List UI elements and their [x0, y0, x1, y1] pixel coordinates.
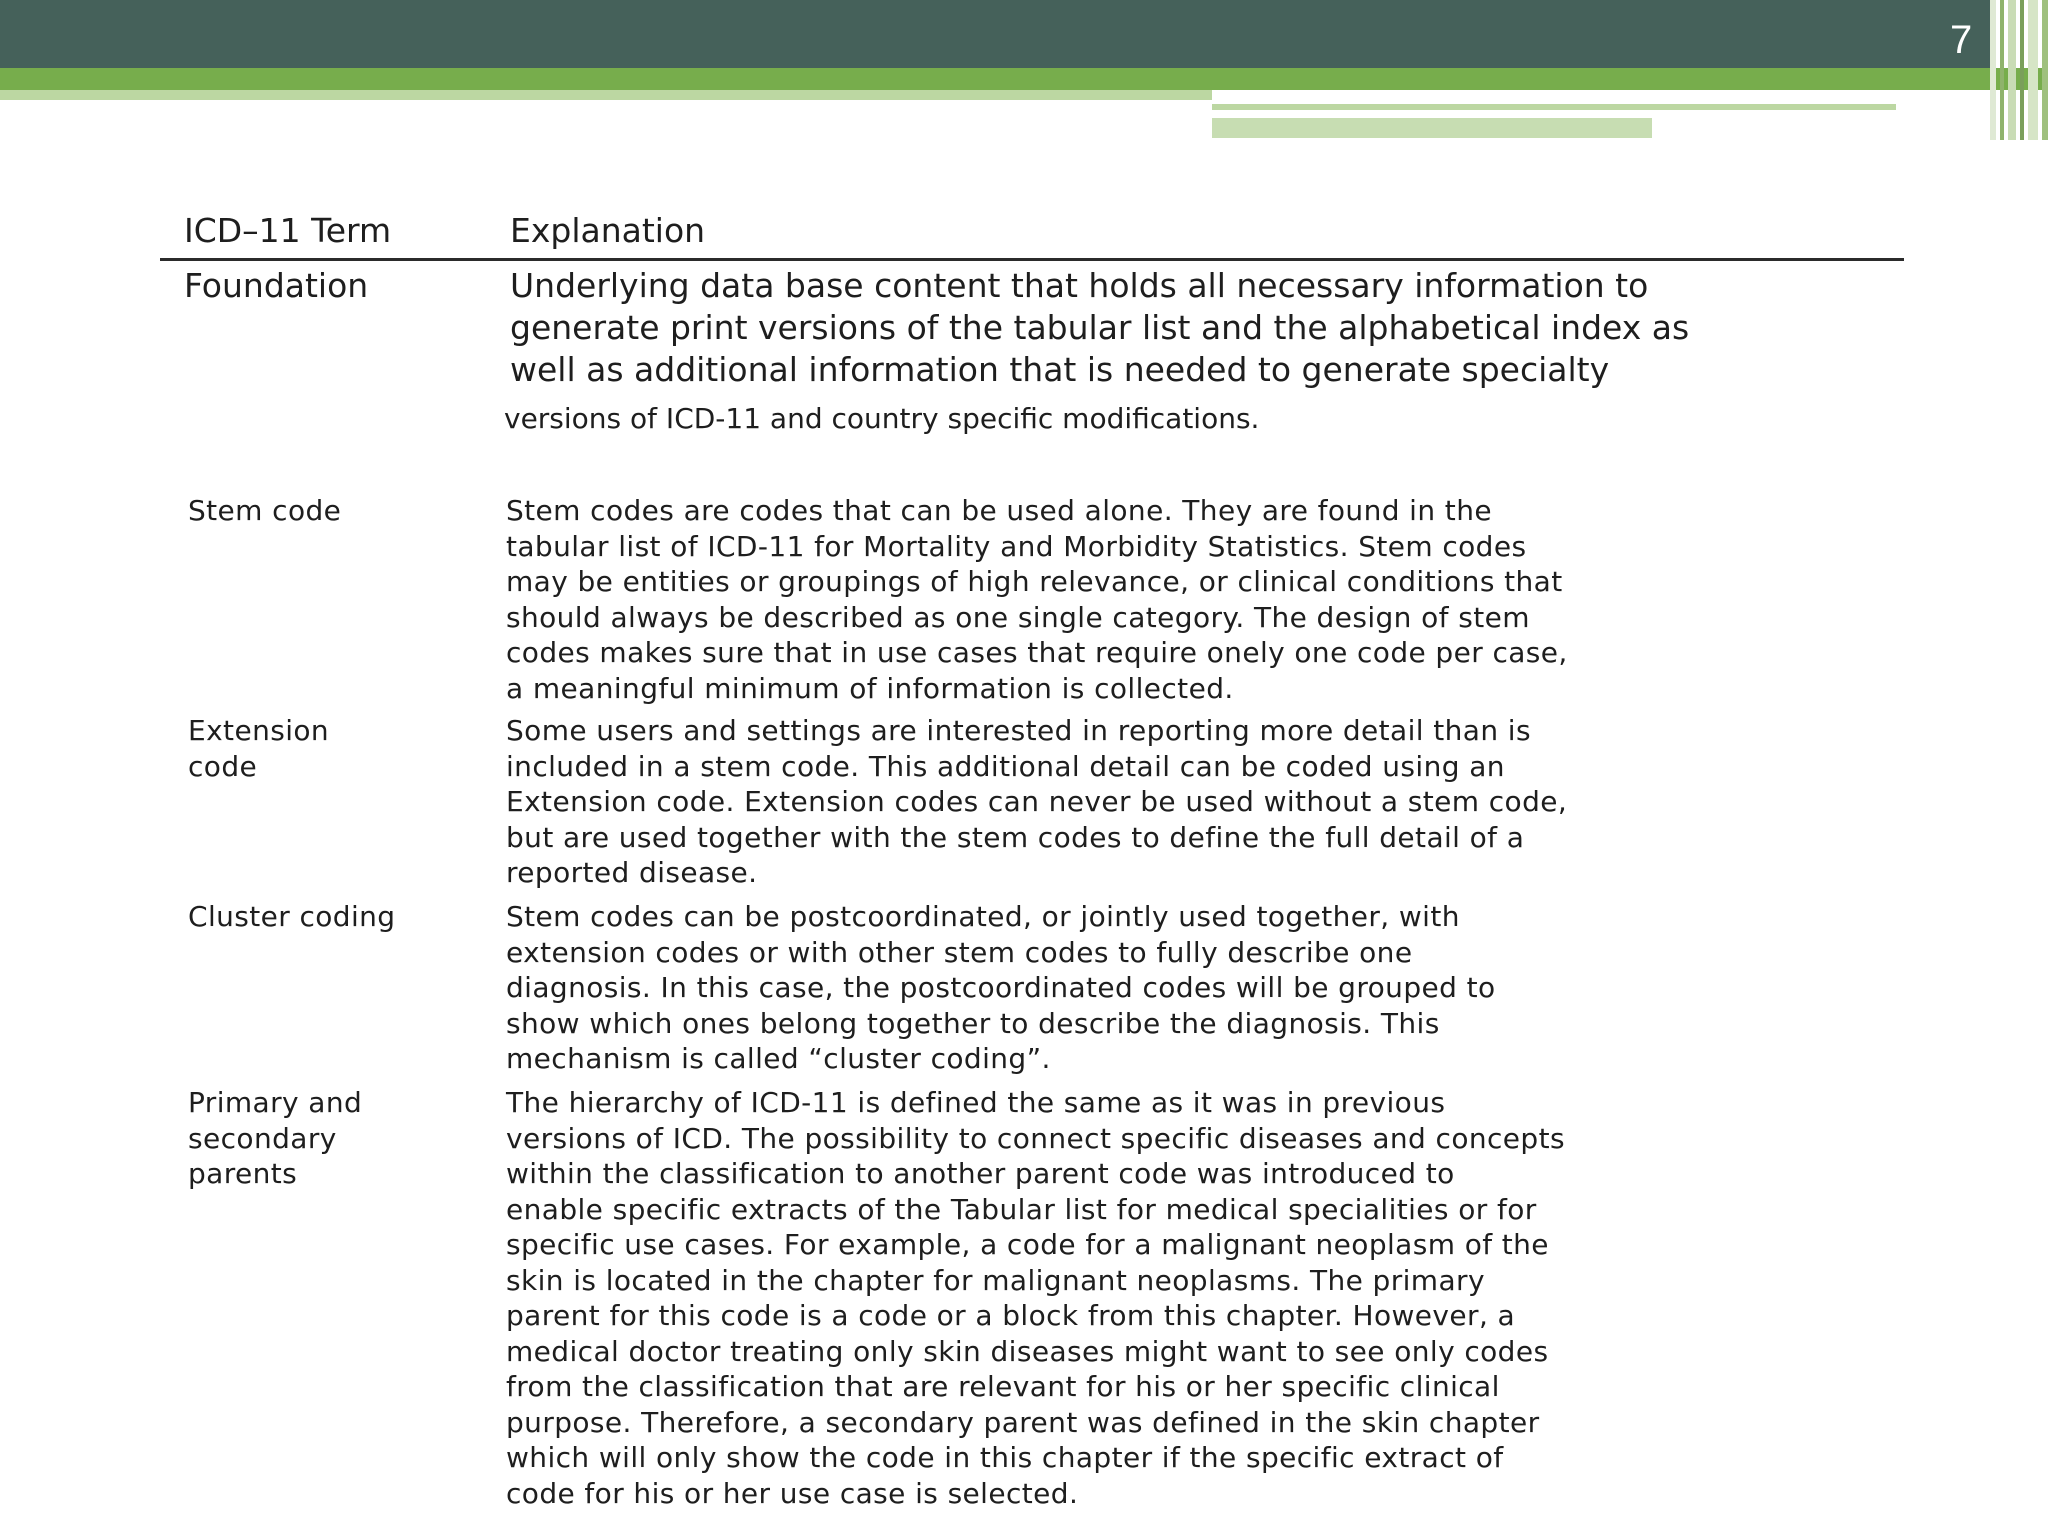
header-accent-line	[1212, 104, 1896, 110]
explanation-line: show which ones belong together to describe the diagnosis. This	[506, 1006, 1440, 1040]
header-accent-block	[1212, 118, 1652, 138]
explanation-line: may be entities or groupings of high relevance, or clinical conditions that	[506, 565, 1563, 598]
explanation-line: reported disease.	[506, 856, 758, 889]
explanation-line: code for his or her use case is selected.	[506, 1476, 1079, 1510]
explanation-line: mechanism is called “cluster coding”.	[506, 1042, 1051, 1075]
explanation-line: Extension code. Extension codes can never be used without a stem code,	[506, 785, 1568, 818]
header-explanation: Explanation	[510, 211, 706, 250]
explanation-line: medical doctor treating only skin diseases might want to see only codes	[506, 1334, 1549, 1368]
explanation-line: which will only show the code in this chapter if the specific extract of	[506, 1441, 1504, 1474]
explanation-line: specific use cases. For example, a code for a malignant neoplasm of the	[506, 1228, 1549, 1261]
explanation-line: well as additional information that is needed to generate specialty	[510, 350, 1610, 389]
explanation-line: enable specific extracts of the Tabular list for medical specialities or for	[506, 1192, 1537, 1226]
explanation-line: extension codes or with other stem codes to fully describe one	[506, 935, 1413, 969]
explanation-line: versions of ICD-11 and country specific modifications.	[504, 402, 1260, 435]
explanation-line: purpose. Therefore, a secondary parent was defined in the skin chapter	[506, 1405, 1540, 1439]
icd11-terms-table	[160, 206, 1904, 1525]
header-vertical-bars	[1990, 0, 2048, 140]
explanation-line: within the classification to another parent code was introduced to	[506, 1157, 1455, 1190]
slide-number: 7	[1950, 18, 1973, 62]
explanation-line: Stem codes can be postcoordinated, or jointly used together, with	[506, 900, 1460, 933]
table-row	[160, 713, 1904, 899]
explanation-line: from the classification that are relevant for his or her specific clinical	[506, 1370, 1500, 1403]
explanation-line: parent for this code is a code or a block from this chapter. However, a	[506, 1299, 1516, 1332]
explanation-line: versions of ICD. The possibility to connect specific diseases and concepts	[506, 1121, 1565, 1155]
header-band-dark	[0, 0, 1990, 68]
explanation-line: a meaningful minimum of information is collected.	[506, 671, 1234, 705]
header-term: ICD–11 Term	[184, 211, 392, 250]
explanation-cell	[504, 265, 1890, 441]
explanation-line: codes makes sure that in use cases that require onely one code per case,	[506, 636, 1568, 669]
explanation-cell	[506, 713, 1886, 891]
explanation-line: included in a stem code. This additional detail can be coded using an	[506, 749, 1505, 783]
term-cell: Primary and secondary parents	[188, 1086, 363, 1190]
explanation-line: but are used together with the stem codes to define the full detail of a	[506, 820, 1525, 854]
explanation-cell	[506, 1085, 1886, 1511]
table-row	[160, 493, 1904, 713]
term-cell: Extension code	[188, 714, 330, 783]
explanation-line: diagnosis. In this case, the postcoordinated codes will be grouped to	[506, 971, 1496, 1004]
explanation-cell	[506, 899, 1886, 1077]
header-band-green	[0, 68, 2048, 90]
explanation-line: Underlying data base content that holds all necessary information to	[510, 266, 1649, 305]
explanation-line: tabular list of ICD-11 for Mortality and Morbidity Statistics. Stem codes	[506, 529, 1527, 563]
table-row	[160, 261, 1904, 493]
explanation-line: Some users and settings are interested in reporting more detail than is	[506, 714, 1531, 747]
table-header	[160, 206, 1904, 261]
term-cell: Stem code	[188, 494, 342, 527]
explanation-line: Stem codes are codes that can be used alone. They are found in the	[506, 494, 1492, 527]
explanation-line: The hierarchy of ICD-11 is defined the same as it was in previous	[506, 1086, 1446, 1119]
term-cell: Foundation	[184, 266, 369, 305]
explanation-line: generate print versions of the tabular list and the alphabetical index as	[510, 308, 1690, 347]
explanation-cell	[506, 493, 1886, 706]
table-row	[160, 899, 1904, 1085]
term-cell: Cluster coding	[188, 900, 396, 933]
header-band-light	[0, 90, 1212, 100]
explanation-line: skin is located in the chapter for malignant neoplasms. The primary	[506, 1263, 1485, 1297]
table-row	[160, 1085, 1904, 1525]
explanation-line: should always be described as one single category. The design of stem	[506, 600, 1530, 634]
